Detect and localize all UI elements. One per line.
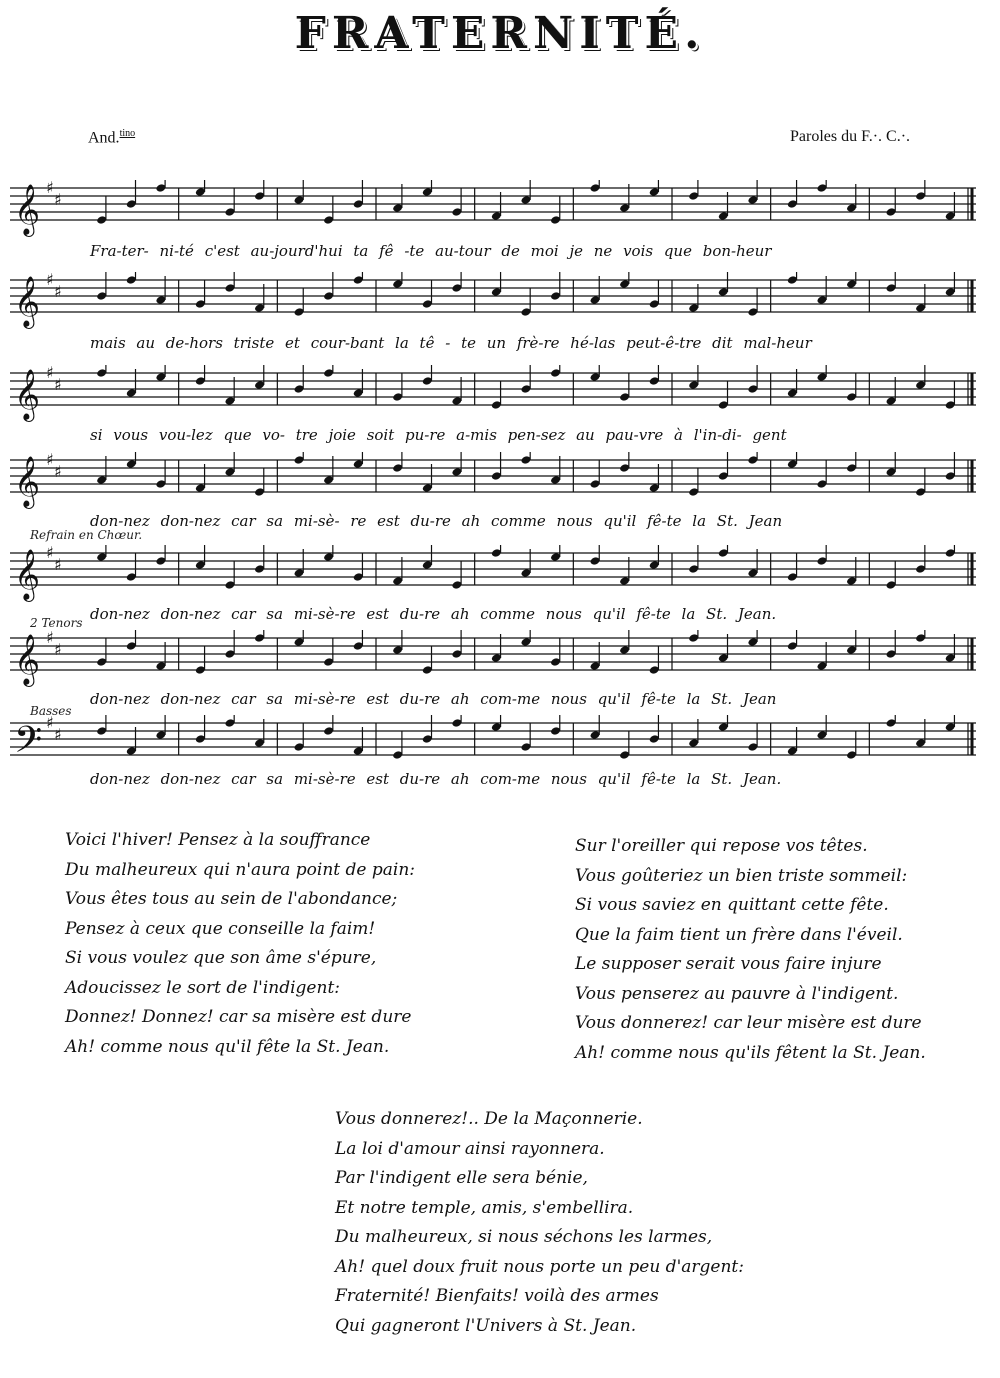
lyric-line-1: Fra-ter- ni-té c'est au-jourd'hui ta fê -te au-tour de moi je ne vois que bon-heur xyxy=(90,242,772,260)
verse-line: Du malheureux, si nous séchons les larmes, xyxy=(335,1227,713,1247)
verse-line: Fraternité! Bienfaits! voilà des armes xyxy=(335,1286,659,1306)
sharp-icon: ♯ xyxy=(54,555,62,574)
verse-line: Pensez à ceux que conseille la faim! xyxy=(65,918,376,939)
sharp-icon: ♯ xyxy=(46,715,54,732)
sharp-icon: ♯ xyxy=(54,190,62,209)
tenors-label: 2 Tenors xyxy=(30,616,83,630)
verse-line: Vous goûteriez un bien triste sommeil: xyxy=(575,865,908,886)
basses-label: Basses xyxy=(30,704,72,718)
verse-line: Par l'indigent elle sera bénie, xyxy=(335,1168,588,1188)
music-staff-tenors xyxy=(10,630,980,690)
music-staff-1 xyxy=(10,180,980,240)
tempo-text: And. xyxy=(88,129,120,147)
sharp-icon: ♯ xyxy=(54,462,62,481)
sharp-icon: ♯ xyxy=(54,640,62,659)
verse-line: Donnez! Donnez! car sa misère est dure xyxy=(65,1007,412,1027)
verse-line: Sur l'oreiller qui repose vos têtes. xyxy=(575,836,868,856)
verse-line: Ah! quel doux fruit nous porte un peu d'argent: xyxy=(335,1256,744,1277)
music-staff-refrain xyxy=(10,545,980,605)
staff-svg xyxy=(10,545,978,605)
lyric-line-4: don-nez don-nez car sa mi-sè- re est du-re ah comme nous qu'il fê-te la St. Jean xyxy=(90,512,783,530)
music-staff-3 xyxy=(10,365,980,425)
verse-1 xyxy=(65,826,415,1062)
verse-line: Vous penserez au pauvre à l'indigent. xyxy=(575,983,899,1004)
verse-line: Le supposer serait vous faire injure xyxy=(575,954,882,974)
treble-clef-icon: 𝄞 xyxy=(14,634,41,685)
staff-svg xyxy=(10,452,978,512)
verse-line: Du malheureux qui n'aura point de pain: xyxy=(65,859,416,880)
verse-line: Adoucissez le sort de l'indigent: xyxy=(65,977,341,998)
refrain-label: Refrain en Chœur. xyxy=(30,528,143,542)
verse-line: Vous donnerez! car leur misère est dure xyxy=(575,1013,922,1033)
music-staff-basses xyxy=(10,715,980,775)
treble-clef-icon: 𝄞 xyxy=(14,276,41,327)
music-staff-4 xyxy=(10,452,980,512)
lyricist-credit: Paroles du F.·. C.·. xyxy=(790,128,911,145)
lyric-line-7: don-nez don-nez car sa mi-sè-re est du-re ah com-me nous qu'il fê-te la St. Jean. xyxy=(90,770,782,788)
verse-line: Voici l'hiver! Pensez à la souffrance xyxy=(65,830,371,850)
verse-line: Et notre temple, amis, s'embellira. xyxy=(335,1197,634,1218)
music-staff-2 xyxy=(10,272,980,332)
staff-svg xyxy=(10,180,978,240)
sharp-icon: ♯ xyxy=(46,630,54,647)
treble-clef-icon: 𝄞 xyxy=(14,456,41,507)
verse-2 xyxy=(575,832,926,1068)
staff-svg xyxy=(10,715,978,775)
sharp-icon: ♯ xyxy=(46,452,54,469)
sharp-icon: ♯ xyxy=(46,545,54,562)
treble-clef-icon: 𝄞 xyxy=(14,549,41,600)
sharp-icon: ♯ xyxy=(46,365,54,382)
staff-svg xyxy=(10,272,978,332)
sharp-icon: ♯ xyxy=(46,180,54,197)
verse-3 xyxy=(335,1105,744,1341)
staff-svg xyxy=(10,365,978,425)
verse-line: Vous donnerez!.. De la Maçonnerie. xyxy=(335,1109,643,1129)
bass-clef-icon: 𝄢 xyxy=(14,719,43,770)
verse-line: La loi d'amour ainsi rayonnera. xyxy=(335,1138,605,1159)
lyric-line-5: don-nez don-nez car sa mi-sè-re est du-re ah comme nous qu'il fê-te la St. Jean. xyxy=(90,605,777,623)
verse-line: Ah! comme nous qu'il fête la St. Jean. xyxy=(65,1036,390,1057)
lyric-line-2: mais au de-hors triste et cour-bant la tê - te un frè-re hé-las peut-ê-tre dit mal-heur xyxy=(90,334,812,352)
verse-line: Si vous saviez en quittant cette fête. xyxy=(575,895,889,915)
verse-line: Qui gagneront l'Univers à St. Jean. xyxy=(335,1315,637,1336)
staff-svg xyxy=(10,630,978,690)
verse-line: Vous êtes tous au sein de l'abondance; xyxy=(65,889,398,909)
verse-line: Si vous voulez que son âme s'épure, xyxy=(65,948,377,968)
treble-clef-icon: 𝄞 xyxy=(14,369,41,420)
page-title: FRATERNITÉ. xyxy=(294,8,706,59)
sharp-icon: ♯ xyxy=(54,725,62,744)
sharp-icon: ♯ xyxy=(54,375,62,394)
tempo-superscript: tino xyxy=(119,128,136,139)
verse-line: Ah! comme nous qu'ils fêtent la St. Jean. xyxy=(575,1042,926,1063)
treble-clef-icon: 𝄞 xyxy=(14,184,41,235)
verse-line: Que la faim tient un frère dans l'éveil. xyxy=(575,924,903,945)
sharp-icon: ♯ xyxy=(54,282,62,301)
tempo-marking xyxy=(88,128,135,147)
lyric-line-3: si vous vou-lez que vo- tre joie soit pu-re a-mis pen-sez au pau-vre à l'in-di- gent xyxy=(90,426,787,444)
lyric-line-6: don-nez don-nez car sa mi-sè-re est du-re ah com-me nous qu'il fê-te la St. Jean xyxy=(90,690,777,708)
sharp-icon: ♯ xyxy=(46,272,54,289)
